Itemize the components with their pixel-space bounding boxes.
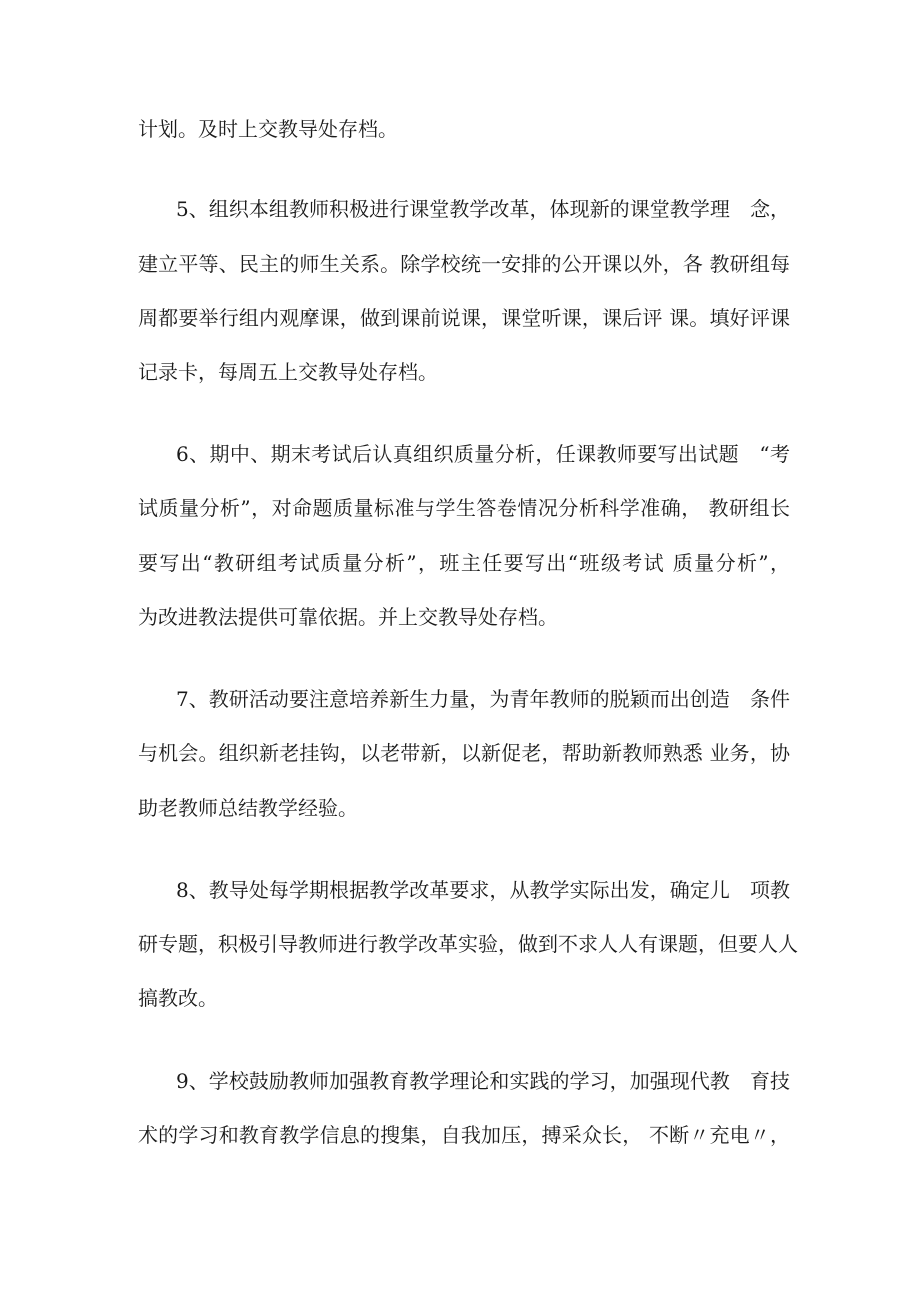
text-line: 为改进教法提供可靠依据。并上交教导处存档。: [138, 605, 558, 629]
text-line: 助老教师总结教学经验。: [138, 796, 358, 820]
text-line: 9、学校鼓励教师加强教育教学理论和实践的学习，加强现代教 育技: [176, 1069, 790, 1093]
text-line: 计划。及时上交教导处存档。: [138, 117, 398, 141]
text-line: 7、教研活动要注意培养新生力量，为青年教师的脱颖而出创造 条件: [176, 687, 790, 711]
text-line: 试质量分析”，对命题质量标准与学生答卷情况分析科学准确， 教研组长: [138, 496, 790, 520]
text-line: 周都要举行组内观摩课，做到课前说课，课堂听课，课后评 课。填好评课: [138, 306, 790, 330]
text-line: 8、教导处每学期根据教学改革要求，从教学实际出发，确定儿 项教: [176, 878, 790, 902]
text-line: 建立平等、民主的师生关系。除学校统一安排的公开课以外，各 教研组每: [138, 252, 790, 276]
text-line: 搞教改。: [138, 986, 218, 1010]
text-line: 5、组织本组教师积极进行课堂教学改革，体现新的课堂教学理 念，: [176, 197, 790, 221]
text-line: 与机会。组织新老挂钩，以老带新，以新促老，帮助新教师熟悉 业务，协: [138, 741, 790, 765]
text-line: 记录卡，每周五上交教导处存档。: [138, 360, 438, 384]
text-line: 研专题，积极引导教师进行教学改革实验，做到不求人人有课题，但要人人: [138, 932, 798, 956]
text-line: 6、期中、期末考试后认真组织质量分析，任课教师要写出试题 “考: [176, 442, 790, 466]
text-line: 术的学习和教育教学信息的搜集，自我加压，搏采众长， 不断〃充电〃，: [138, 1123, 790, 1147]
text-line: 要写出“教研组考试质量分析”，班主任要写出“班级考试 质量分析”，: [138, 551, 790, 575]
